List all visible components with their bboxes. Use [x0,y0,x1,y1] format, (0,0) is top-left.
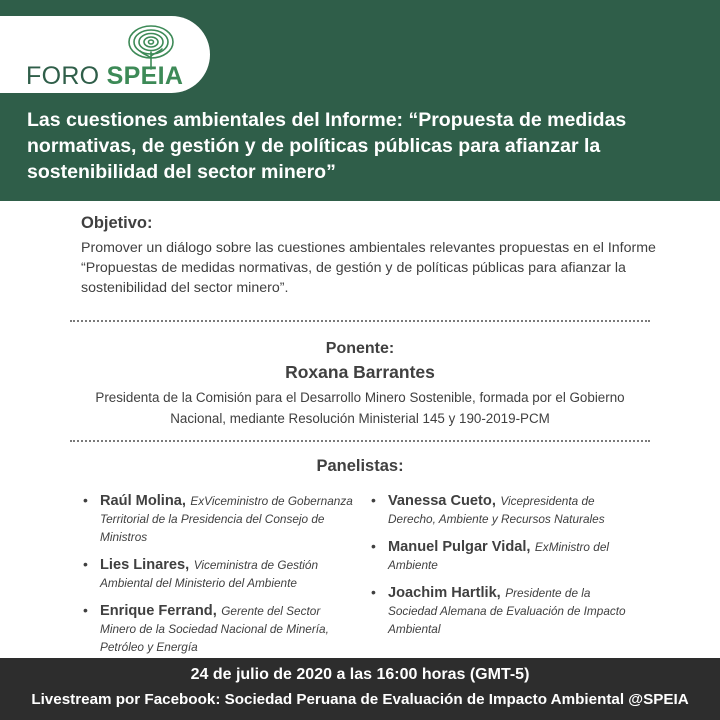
livestream-info: Livestream por Facebook: Sociedad Peruana de Evaluación de Impacto Ambiental @SPEIA [31,691,689,708]
panelistas-label: Panelistas: [316,457,404,475]
panelist-name: Raúl Molina, [100,493,186,509]
panelist-name: Lies Linares, [100,557,190,573]
panelist-item [371,538,641,574]
ponente-label: Ponente: [325,340,395,357]
divider-top [70,320,650,322]
ponente-desc-line1: Presidenta de la Comisión para el Desarrollo Minero Sostenible, formada por el Gobierno [95,390,625,405]
panelist-role: Presidente de la Sociedad Alemana de Evaluación de Impacto Ambiental [388,586,626,636]
bullet-icon: • [371,492,376,508]
panelist-name: Enrique Ferrand, [100,603,217,619]
panelist-item [83,556,353,592]
panelist-item [371,492,641,528]
panelist-item [83,602,353,656]
panelist-name: Manuel Pulgar Vidal, [388,539,531,555]
panelist-role: Viceministra de Gestión Ambiental del Ministerio del Ambiente [100,558,319,590]
footer-banner [0,658,720,720]
logo-speia: SPEIA [106,62,184,90]
divider-bottom [70,440,650,442]
panelist-name: Vanessa Cueto, [388,493,496,509]
panelist-role: Vicepresidenta de Derecho, Ambiente y Recursos Naturales [388,494,605,526]
panelist-item [83,492,353,546]
ponente-description [0,387,720,429]
bullet-icon: • [371,538,376,554]
header-banner [0,0,720,201]
ponente-name: Roxana Barrantes [285,362,435,382]
logo-foro: FORO [26,62,107,90]
panelist-item [371,584,641,638]
panelists-left-column [83,492,353,666]
bullet-icon: • [83,556,88,572]
objetivo-text: Promover un diálogo sobre las cuestiones ambientales relevantes propuestas en el Informe “Propuestas de medidas normativas, de gestión y de políticas públicas para afianzar la sostenibilidad del sector minero”. [81,240,656,296]
panelists-right-column [371,492,641,648]
bullet-icon: • [371,584,376,600]
event-title: Las cuestiones ambientales del Informe: “Propuesta de medidas normativas, de gestión y de políticas públicas para afianzar la sostenibilidad del sector minero” [27,109,627,183]
panelist-name: Joachim Hartlik, [388,585,501,601]
bullet-icon: • [83,492,88,508]
logo-wordmark [26,62,183,90]
panelist-role: Gerente del Sector Minero de la Sociedad Nacional de Minería, Petróleo y Energía [100,604,329,654]
bullet-icon: • [83,602,88,618]
event-date: 24 de julio de 2020 a las 16:00 horas (GMT-5) [190,666,530,683]
panelist-role: ExViceministro de Gobernanza Territorial de la Presidencia del Consejo de Ministros [100,494,353,544]
panelist-role: ExMinistro del Ambiente [388,540,610,572]
ponente-desc-line2: Nacional, mediante Resolución Ministerial 145 y 190-2019-PCM [170,411,550,426]
objetivo-heading: Objetivo: [81,214,153,232]
